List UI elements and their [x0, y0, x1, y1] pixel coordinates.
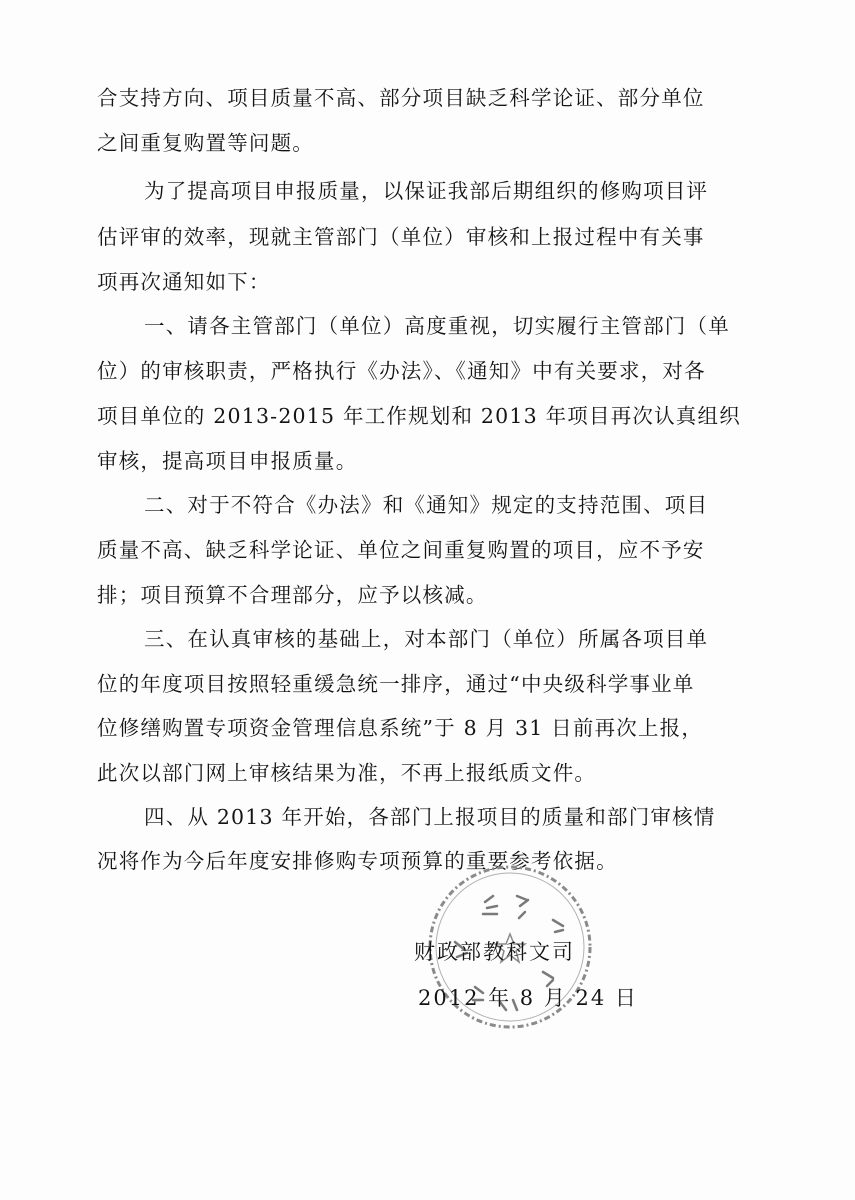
body-line-9: 审核，提高项目申报质量。 — [97, 449, 358, 473]
body-line-8: 项目单位的 2013-2015 年工作规划和 2013 年项目再次认真组织 — [97, 404, 741, 428]
body-line-4: 估评审的效率，现就主管部门（单位）审核和上报过程中有关事 — [97, 225, 705, 249]
body-line-3: 为了提高项目申报质量，以保证我部后期组织的修购项目评 — [144, 179, 709, 203]
body-line-15: 位修缮购置专项资金管理信息系统”于 8 月 31 日前再次上报， — [97, 716, 704, 740]
body-line-13: 三、在认真审核的基础上，对本部门（单位）所属各项目单 — [144, 627, 709, 651]
body-line-10: 二、对于不符合《办法》和《通知》规定的支持范围、项目 — [144, 493, 709, 517]
signature-org: 财政部教科文司 — [414, 940, 575, 964]
body-line-18: 况将作为今后年度安排修购专项预算的重要参考依据。 — [97, 849, 618, 873]
body-line-16: 此次以部门网上审核结果为准，不再上报纸质文件。 — [97, 761, 597, 785]
body-line-6: 一、请各主管部门（单位）高度重视，切实履行主管部门（单 — [144, 314, 730, 338]
signature-date: 2012 年 8 月 24 日 — [418, 986, 638, 1010]
body-line-5: 项再次通知如下： — [97, 270, 271, 294]
body-line-1: 合支持方向、项目质量不高、部分项目缺乏科学论证、部分单位 — [97, 86, 705, 110]
body-line-14: 位的年度项目按照轻重缓急统一排序，通过“中央级科学事业单 — [97, 672, 695, 696]
body-line-12: 排；项目预算不合理部分，应予以核减。 — [97, 583, 488, 607]
body-line-2: 之间重复购置等问题。 — [97, 131, 314, 155]
body-line-7: 位）的审核职责，严格执行《办法》、《通知》中有关要求，对各 — [97, 359, 706, 383]
body-line-11: 质量不高、缺乏科学论证、单位之间重复购置的项目，应不予安 — [97, 538, 705, 562]
body-line-17: 四、从 2013 年开始，各部门上报项目的质量和部门审核情 — [144, 805, 716, 829]
